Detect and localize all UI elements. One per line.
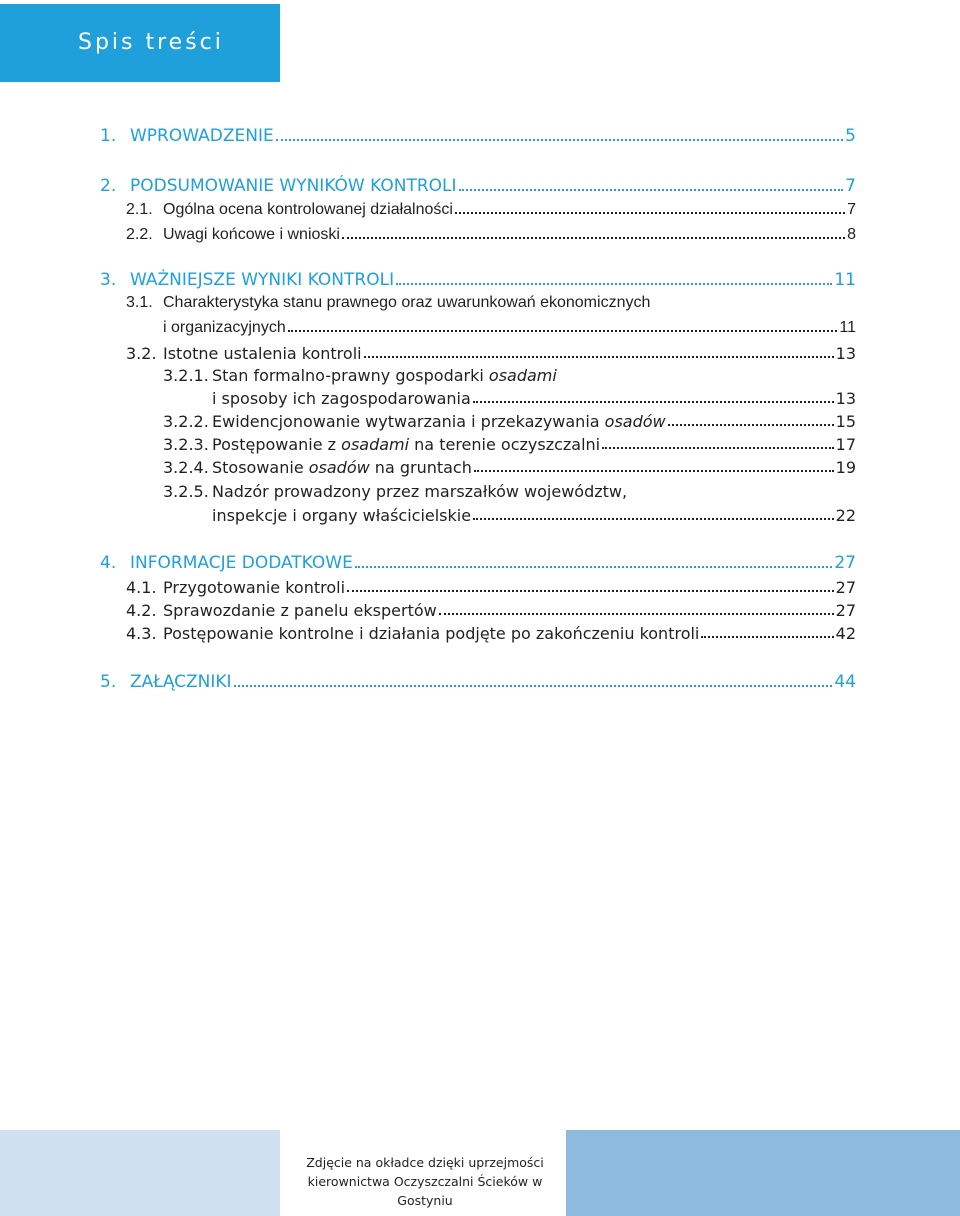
toc-entry-3-1-line1[interactable] (126, 294, 650, 312)
toc-title: Postępowanie z osadami na terenie oczyszczalni (212, 435, 601, 454)
toc-title: Sprawozdanie z panelu ekspertów (163, 601, 437, 620)
toc-title: Nadzór prowadzony przez marszałków województw, (212, 482, 628, 501)
toc-number: 2.1. (126, 201, 153, 218)
toc-leader (276, 139, 843, 141)
toc-number: 4.3. (126, 624, 157, 643)
toc-title-cont: inspekcje i organy właścicielskie (212, 506, 472, 525)
toc-page: 27 (835, 601, 856, 620)
toc-number: 3.2. (126, 344, 157, 363)
toc-entry-3-2-3[interactable] (163, 435, 856, 454)
toc-entry-3-2-5[interactable] (212, 506, 856, 525)
toc-page: 15 (835, 412, 856, 431)
toc-title: Stan formalno-prawny gospodarki (212, 366, 489, 385)
toc-title: WPROWADZENIE (130, 126, 274, 146)
toc-page: 13 (835, 389, 856, 408)
toc-leader (602, 447, 834, 449)
toc-leader (355, 566, 833, 568)
toc-leader (701, 636, 833, 638)
toc-page: 42 (835, 624, 856, 643)
toc-entry-5[interactable] (100, 672, 856, 692)
toc-number: 3.1. (126, 294, 153, 311)
footer-stripe-dark (566, 1130, 960, 1216)
toc-leader (473, 518, 834, 520)
toc-leader (288, 330, 838, 332)
toc-entry-2[interactable] (100, 176, 856, 196)
toc-leader (234, 685, 833, 687)
toc-page: 11 (834, 270, 856, 290)
toc-entry-3-2[interactable] (126, 344, 856, 363)
toc-page: 7 (847, 201, 856, 218)
toc-entry-4-2[interactable] (126, 601, 856, 620)
toc-leader (474, 470, 834, 472)
toc-number: 3.2.5. (163, 482, 209, 501)
toc-title-cont: i sposoby ich zagospodarowania (212, 389, 471, 408)
toc-number: 2. (100, 176, 117, 196)
toc-entry-3-1[interactable] (163, 319, 856, 337)
toc-title-italic: osadami (488, 366, 557, 385)
toc-title: Uwagi końcowe i wnioski (163, 226, 340, 243)
toc-page: 17 (835, 435, 856, 454)
page-title: Spis treści (78, 30, 224, 55)
toc-title: Przygotowanie kontroli (163, 578, 346, 597)
toc-number: 2.2. (126, 226, 153, 243)
toc-page: 44 (834, 672, 856, 692)
toc-entry-3-2-5-line1[interactable] (163, 482, 627, 501)
photo-credit-line2: kierownictwa Oczyszczalni Ścieków w Gostyniu (307, 1174, 543, 1208)
toc-title: ZAŁĄCZNIKI (130, 672, 232, 692)
toc-number: 3.2.4. (163, 458, 209, 477)
toc-entry-1[interactable] (100, 126, 856, 146)
toc-number: 3. (100, 270, 117, 290)
toc-entry-2-1[interactable] (126, 201, 856, 219)
toc-title: Ewidencjonowanie wytwarzania i przekazywania osadów (212, 412, 666, 431)
toc-leader (396, 283, 832, 285)
toc-number: 4.1. (126, 578, 157, 597)
toc-entry-3-2-4[interactable] (163, 458, 856, 477)
toc-leader (455, 212, 845, 214)
toc-number: 3.2.1. (163, 366, 209, 385)
toc-leader (439, 613, 834, 615)
toc-page: 11 (839, 319, 856, 336)
toc-title: WAŻNIEJSZE WYNIKI KONTROLI (130, 270, 395, 290)
toc-page: 5 (845, 126, 856, 146)
toc-entry-4[interactable] (100, 553, 856, 573)
toc-title: Postępowanie kontrolne i działania podjęte po zakończeniu kontroli (163, 624, 700, 643)
toc-title: Ogólna ocena kontrolowanej działalności (163, 201, 453, 218)
toc-number: 3.2.3. (163, 435, 209, 454)
toc-page: 19 (835, 458, 856, 477)
toc-title: Charakterystyka stanu prawnego oraz uwarunkowań ekonomicznych (163, 294, 651, 311)
photo-credit-line1: Zdjęcie na okładce dzięki uprzejmości (306, 1155, 544, 1170)
toc-leader (668, 424, 834, 426)
toc-number: 5. (100, 672, 117, 692)
toc-entry-2-2[interactable] (126, 226, 856, 244)
toc-leader (473, 401, 834, 403)
toc-leader (459, 189, 844, 191)
toc-number: 1. (100, 126, 117, 146)
toc-page: 8 (847, 226, 856, 243)
toc-leader (364, 356, 834, 358)
toc-page: 27 (834, 553, 856, 573)
toc-entry-3[interactable] (100, 270, 856, 290)
toc-title: Istotne ustalenia kontroli (163, 344, 362, 363)
toc-page: 7 (845, 176, 856, 196)
toc-number: 4.2. (126, 601, 157, 620)
photo-credit (280, 1153, 570, 1210)
toc-page: 13 (835, 344, 856, 363)
toc-entry-4-1[interactable] (126, 578, 856, 597)
footer-stripe-light (0, 1130, 280, 1216)
toc-page: 22 (835, 506, 856, 525)
toc-entry-4-3[interactable] (126, 624, 856, 643)
toc-title: INFORMACJE DODATKOWE (130, 553, 353, 573)
toc-entry-3-2-1-line1[interactable] (163, 366, 557, 385)
toc-title: PODSUMOWANIE WYNIKÓW KONTROLI (130, 176, 457, 196)
toc-entry-3-2-1[interactable] (212, 389, 856, 408)
toc-entry-3-2-2[interactable] (163, 412, 856, 431)
toc-number: 4. (100, 553, 117, 573)
toc-leader (342, 237, 845, 239)
title-banner (0, 4, 280, 82)
toc-page: 27 (835, 578, 856, 597)
toc-title-cont: i organizacyjnych (163, 319, 286, 336)
toc-leader (347, 590, 834, 592)
toc-title: Stosowanie osadów na gruntach (212, 458, 472, 477)
toc-number: 3.2.2. (163, 412, 209, 431)
